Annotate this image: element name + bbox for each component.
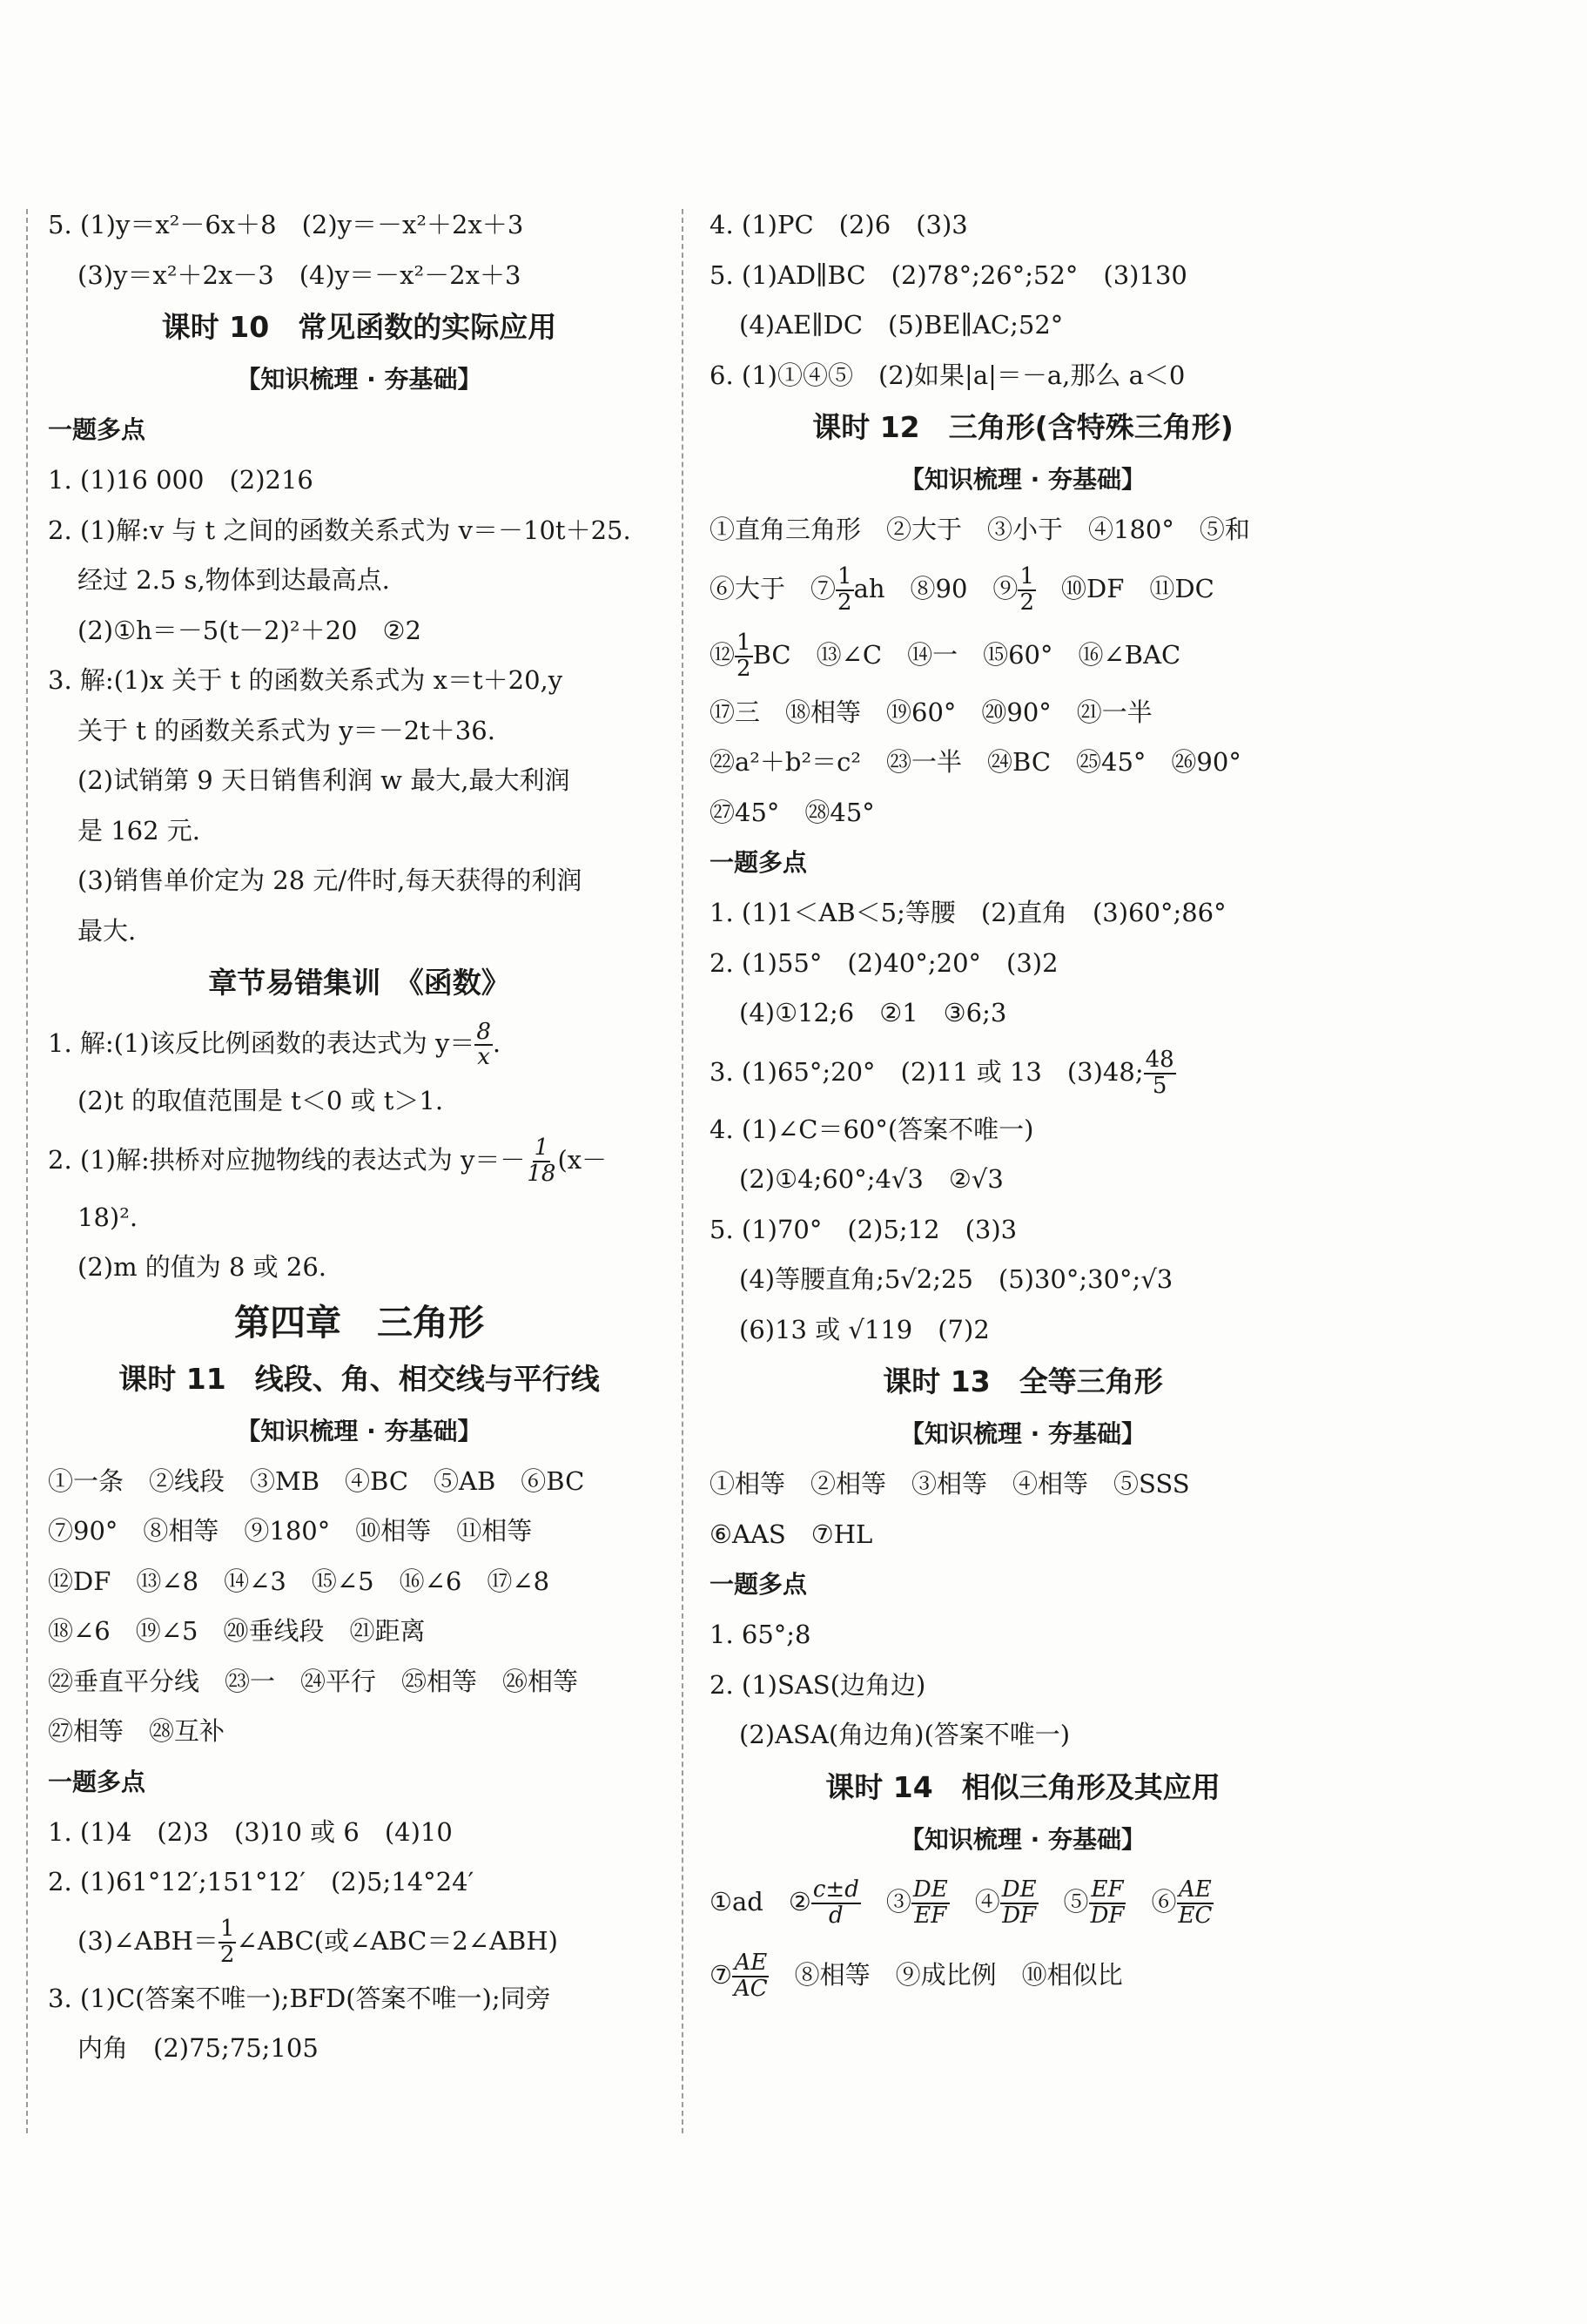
answer-line: 3. 解:(1)x 关于 t 的函数关系式为 x＝t＋20,y bbox=[48, 665, 563, 695]
fraction bbox=[1089, 1878, 1126, 1928]
denominator: EF bbox=[914, 1902, 947, 1929]
column-divider bbox=[682, 209, 683, 2133]
answer-text: 3. (1)65°;20° (2)11 或 13 (3)48; bbox=[709, 1056, 1144, 1087]
answer-line: (3)y＝x²＋2x－3 (4)y＝－x²－2x＋3 bbox=[77, 259, 521, 290]
denominator: 2 bbox=[837, 589, 852, 616]
answer-text: ∠ABC(或∠ABC＝2∠ABH) bbox=[236, 1925, 558, 1956]
fraction bbox=[811, 1878, 861, 1928]
answer-text: (3)∠ABH＝ bbox=[77, 1925, 219, 1956]
answer-line bbox=[709, 1039, 1336, 1105]
answer-line: (4)①12;6 ②1 ③6;3 bbox=[739, 998, 1007, 1027]
denominator: DF bbox=[1002, 1902, 1037, 1929]
answer-line: 3. (1)C(答案不唯一);BFD(答案不唯一);同旁 bbox=[48, 1983, 551, 2013]
denominator: 2 bbox=[736, 655, 751, 682]
answer-line: (4)等腰直角;5√2;25 (5)30°;30°;√3 bbox=[739, 1264, 1173, 1294]
answer-line: 6. (1)①④⑤ (2)如果|a|＝－a,那么 a＜0 bbox=[709, 360, 1186, 390]
answer-text: ⑥ bbox=[1126, 1886, 1177, 1916]
left-column bbox=[48, 200, 670, 2074]
subheading: 一题多点 bbox=[48, 1767, 146, 1796]
answer-line: 5. (1)y＝x²－6x＋8 (2)y＝－x²＋2x＋3 bbox=[48, 210, 524, 239]
answer-text: ⑥大于 ⑦ bbox=[709, 573, 837, 603]
lesson-10-title: 课时 10 常见函数的实际应用 bbox=[161, 310, 557, 344]
numerator: AE bbox=[1179, 1876, 1212, 1903]
lesson-13-title: 课时 13 全等三角形 bbox=[883, 1364, 1163, 1398]
errors-section-title: 章节易错集训 《函数》 bbox=[208, 966, 510, 1000]
numerator: DE bbox=[1001, 1876, 1037, 1903]
answer-line: (2)①4;60°;4√3 ②√3 bbox=[739, 1164, 1004, 1194]
subheading: 一题多点 bbox=[48, 415, 146, 444]
answer-line: 5. (1)AD∥BC (2)78°;26°;52° (3)130 bbox=[709, 259, 1187, 290]
answer-text: ①ad ② bbox=[709, 1886, 811, 1916]
answer-line: (4)AE∥DC (5)BE∥AC;52° bbox=[739, 310, 1064, 340]
numerator: c±d bbox=[812, 1876, 859, 1903]
answer-text: ③ bbox=[860, 1886, 911, 1916]
answer-text: (x－ bbox=[557, 1144, 608, 1175]
answer-line: ①直角三角形 ②大于 ③小于 ④180° ⑤和 bbox=[709, 515, 1250, 544]
denominator: EC bbox=[1178, 1902, 1213, 1929]
answer-line: ⑰三 ⑱相等 ⑲60° ⑳90° ㉑一半 bbox=[709, 697, 1153, 727]
numerator: 1 bbox=[1019, 563, 1034, 590]
answer-line: 5. (1)70° (2)5;12 (3)3 bbox=[709, 1214, 1018, 1244]
answer-line: 2. (1)SAS(边角边) bbox=[709, 1669, 926, 1700]
answer-text: 1. 解:(1)该反比例函数的表达式为 y＝ bbox=[48, 1028, 475, 1058]
answer-text: ⑤ bbox=[1038, 1886, 1089, 1916]
answer-line bbox=[48, 1127, 670, 1193]
answer-line: (3)销售单价定为 28 元/件时,每天获得的利润 bbox=[77, 866, 582, 895]
fraction bbox=[735, 631, 753, 681]
answer-line: 1. 65°;8 bbox=[709, 1620, 811, 1649]
answer-line: (2)m 的值为 8 或 26. bbox=[77, 1252, 327, 1282]
fraction bbox=[732, 1951, 770, 2001]
denominator: 2 bbox=[219, 1941, 235, 1968]
fraction bbox=[1018, 565, 1036, 615]
denominator: x bbox=[477, 1044, 490, 1070]
answer-line: (2)t 的取值范围是 t＜0 或 t＞1. bbox=[77, 1086, 444, 1115]
answer-line: ①相等 ②相等 ③相等 ④相等 ⑤SSS bbox=[709, 1469, 1190, 1499]
answer-line: 4. (1)∠C＝60°(答案不唯一) bbox=[709, 1114, 1034, 1144]
answer-text: ⑧相等 ⑨成比例 ⑩相似比 bbox=[769, 1959, 1123, 1990]
answer-line: 1. (1)16 000 (2)216 bbox=[48, 465, 313, 495]
lesson-11-title: 课时 11 线段、角、相交线与平行线 bbox=[118, 1361, 600, 1396]
answer-line: 1. (1)4 (2)3 (3)10 或 6 (4)10 bbox=[48, 1816, 453, 1847]
answer-line bbox=[709, 1938, 1336, 2011]
knowledge-heading: 【知识梳理 · 夯基础】 bbox=[236, 365, 482, 394]
answer-line: 经过 2.5 s,物体到达最高点. bbox=[77, 565, 390, 595]
answer-line: (2)ASA(角边角)(答案不唯一) bbox=[739, 1720, 1071, 1749]
answer-text: ⑦ bbox=[709, 1959, 732, 1990]
fraction bbox=[1176, 1878, 1214, 1928]
fraction bbox=[219, 1917, 237, 1967]
answer-line: 1. 解:(1)该反比例函数的表达式为 y＝ $\frac{8}{x}$ . bbox=[48, 1018, 501, 1070]
fraction bbox=[836, 565, 854, 615]
chapter-title: 第四章 三角形 bbox=[234, 1301, 484, 1344]
answer-line bbox=[709, 556, 1336, 622]
denominator: d bbox=[829, 1902, 844, 1929]
answer-line: ㉒a²＋b²＝c² ㉓一半 ㉔BC ㉕45° ㉖90° bbox=[709, 747, 1241, 777]
answer-line: 是 162 元. bbox=[77, 815, 201, 845]
left-margin-rule bbox=[26, 209, 28, 2133]
answer-line: (6)13 或 √119 (7)2 bbox=[739, 1314, 990, 1344]
answer-text: ⑫ bbox=[709, 639, 736, 670]
answer-line: 最大. bbox=[77, 915, 137, 946]
answer-line: (2)试销第 9 天日销售利润 w 最大,最大利润 bbox=[77, 765, 570, 795]
knowledge-heading: 【知识梳理 · 夯基础】 bbox=[899, 1419, 1147, 1448]
answer-line: 2. (1)61°12′;151°12′ (2)5;14°24′ bbox=[48, 1867, 474, 1896]
subheading: 一题多点 bbox=[709, 1570, 808, 1599]
answer-line: ㉗45° ㉘45° bbox=[709, 797, 875, 827]
fraction bbox=[474, 1018, 493, 1070]
answer-line: 2. (1)55° (2)40°;20° (3)2 bbox=[709, 947, 1059, 978]
numerator: AE bbox=[734, 1950, 768, 1977]
numerator: 1 bbox=[736, 630, 751, 657]
answer-line bbox=[48, 1908, 670, 1974]
subheading: 一题多点 bbox=[709, 848, 808, 877]
answer-text: 2. (1)解:拱桥对应抛物线的表达式为 y＝－ bbox=[48, 1144, 526, 1175]
answer-line: 4. (1)PC (2)6 (3)3 bbox=[709, 210, 968, 239]
numerator: 1 bbox=[837, 563, 852, 590]
answer-line bbox=[709, 622, 1336, 688]
answer-text: ④ bbox=[949, 1886, 1000, 1916]
numerator: 48 bbox=[1145, 1047, 1174, 1074]
answer-line: 1. (1)1＜AB＜5;等腰 (2)直角 (3)60°;86° bbox=[709, 898, 1227, 927]
numerator: EF bbox=[1091, 1876, 1124, 1903]
denominator: 5 bbox=[1152, 1072, 1167, 1099]
denominator: DF bbox=[1090, 1902, 1125, 1929]
denominator: AC bbox=[734, 1975, 768, 2002]
answer-line bbox=[709, 1865, 1336, 1938]
denominator: 18 bbox=[527, 1160, 556, 1187]
answer-line: ㉒垂直平分线 ㉓一 ㉔平行 ㉕相等 ㉖相等 bbox=[48, 1666, 579, 1696]
fraction bbox=[525, 1136, 557, 1186]
answer-line: 内角 (2)75;75;105 bbox=[77, 2033, 319, 2063]
answer-text: BC ⑬∠C ⑭一 ⑮60° ⑯∠BAC bbox=[752, 639, 1181, 670]
answer-line: 18)². bbox=[77, 1202, 138, 1232]
knowledge-heading: 【知识梳理 · 夯基础】 bbox=[899, 1824, 1147, 1854]
answer-line: (2)①h＝－5(t－2)²＋20 ②2 bbox=[77, 615, 421, 645]
fraction bbox=[1000, 1878, 1039, 1928]
numerator: 1 bbox=[534, 1135, 549, 1162]
numerator: 8 bbox=[476, 1018, 491, 1045]
answer-text: ⑩DF ⑪DC bbox=[1035, 573, 1214, 603]
answer-line: ⑥AAS ⑦HL bbox=[709, 1519, 873, 1549]
denominator: 2 bbox=[1019, 589, 1034, 616]
answer-text: ah ⑧90 ⑨ bbox=[853, 573, 1019, 603]
lesson-14-title: 课时 14 相似三角形及其应用 bbox=[825, 1769, 1221, 1804]
answer-line: ⑱∠6 ⑲∠5 ⑳垂线段 ㉑距离 bbox=[48, 1616, 426, 1646]
numerator: DE bbox=[912, 1876, 948, 1903]
answer-line: ⑫DF ⑬∠8 ⑭∠3 ⑮∠5 ⑯∠6 ⑰∠8 bbox=[48, 1566, 550, 1596]
knowledge-heading: 【知识梳理 · 夯基础】 bbox=[899, 465, 1147, 494]
answer-line: ①一条 ②线段 ③MB ④BC ⑤AB ⑥BC bbox=[48, 1465, 585, 1496]
knowledge-heading: 【知识梳理 · 夯基础】 bbox=[236, 1416, 482, 1445]
lesson-12-title: 课时 12 三角形(含特殊三角形) bbox=[812, 410, 1234, 444]
numerator: 1 bbox=[219, 1916, 235, 1943]
fraction bbox=[911, 1878, 950, 1928]
fraction bbox=[1144, 1048, 1176, 1098]
answer-line: 关于 t 的函数关系式为 y＝－2t＋36. bbox=[77, 715, 495, 745]
answer-line: ⑦90° ⑧相等 ⑨180° ⑩相等 ⑪相等 bbox=[48, 1516, 533, 1546]
answer-line: ㉗相等 ㉘互补 bbox=[48, 1716, 225, 1746]
right-column bbox=[709, 200, 1336, 2011]
answer-line: 2. (1)解:v 与 t 之间的函数关系式为 v＝－10t＋25. bbox=[48, 515, 631, 545]
